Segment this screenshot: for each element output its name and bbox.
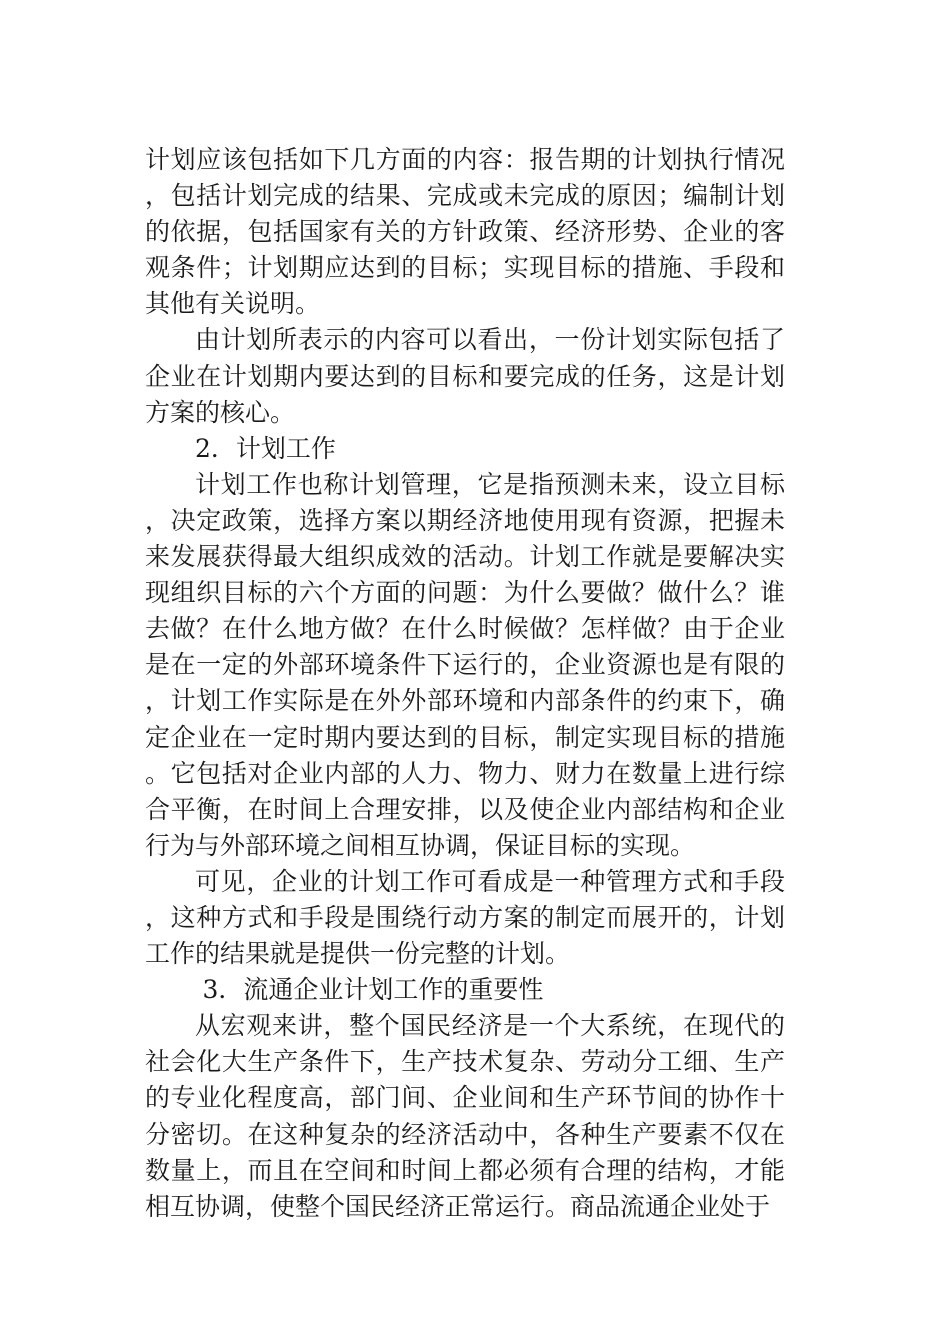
section-heading-planning-work: 2．计划工作 <box>195 433 336 463</box>
paragraph-plan-core: 由计划所表示的内容可以看出，一份计划实际包括了企业在计划期内要达到的目标和要完成的任务，这是计划方案的核心。 <box>145 325 785 427</box>
document-page <box>145 142 785 1225</box>
paragraph-planning-work-summary: 可见，企业的计划工作可看成是一种管理方式和手段，这种方式和手段是围绕行动方案的制定而展开的，计划工作的结果就是提供一份完整的计划。 <box>145 866 785 969</box>
section-heading-importance: 3．流通企业计划工作的重要性 <box>202 975 544 1005</box>
paragraph-macro-economy: 从宏观来讲，整个国民经济是一个大系统，在现代的社会化大生产条件下，生产技术复杂、劳动分工细、生产的专业化程度高，部门间、企业间和生产环节间的协作十分密切。在这种复杂的经济活动中，各种生产要素不仅在数量上，而且在空间和时间上都必须有合理的结构，才能相互协调，使整个国民经济正常运行。商品流通企业处于 <box>145 1011 785 1221</box>
paragraph-plan-contents: 计划应该包括如下几方面的内容：报告期的计划执行情况，包括计划完成的结果、完成或未完成的原因；编制计划的依据，包括国家有关的方针政策、经济形势、企业的客观条件；计划期应达到的目标；实现目标的措施、手段和其他有关说明。 <box>145 145 785 319</box>
paragraph-planning-work-definition: 计划工作也称计划管理，它是指预测未来，设立目标，决定政策，选择方案以期经济地使用现有资源，把握未来发展获得最大组织成效的活动。计划工作就是要解决实现组织目标的六个方面的问题：为什么要做？做什么？谁去做？在什么地方做？在什么时候做？怎样做？由于企业是在一定的外部环境条件下运行的，企业资源也是有限的，计划工作实际是在外外部环境和内部条件的约束下，确定企业在一定时期内要达到的目标，制定实现目标的措施。它包括对企业内部的人力、物力、财力在数量上进行综合平衡，在时间上合理安排，以及使企业内部结构和企业行为与外部环境之间相互协调，保证目标的实现。 <box>145 469 785 860</box>
